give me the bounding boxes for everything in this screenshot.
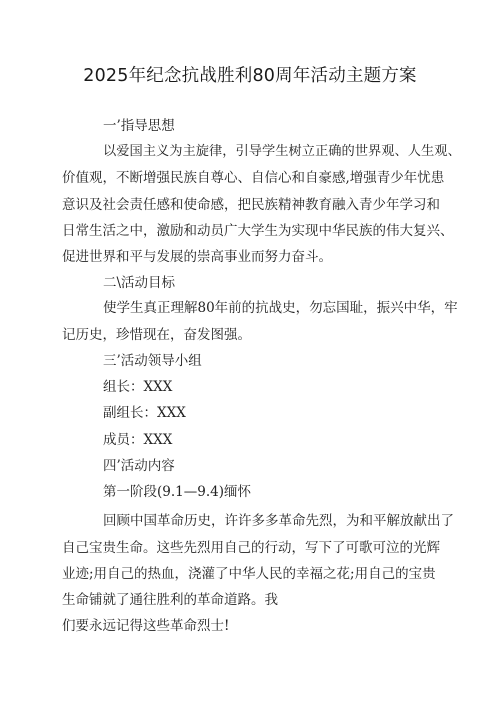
paragraph-line: 日常生活之中，激励和动员广大学生为实现中华民族的伟大复兴、 [62, 223, 454, 239]
paragraph-line: 价值观，不断增强民族自尊心、自信心和自豪感,增强青少年忧患 [62, 170, 445, 186]
stage-one-heading: 第一阶段(9.1—9.4)缅怀 [103, 484, 251, 500]
team-members: 成员：XXX [103, 432, 173, 448]
paragraph-line: 自己宝贵生命。这些先烈用自己的行动，写下了可歌可泣的光辉 [62, 540, 440, 556]
section-heading-team: 三’活动领导小组 [103, 353, 202, 369]
paragraph-line: 使学生真正理解80年前的抗战史，勿忘国耻，振兴中华，牢 [103, 300, 458, 316]
paragraph-line: 促进世界和平与发展的崇高事业而努力奋斗。 [62, 249, 332, 265]
paragraph-line: 以爱国主义为主旋律，引导学生树立正确的世界观、人生观、 [103, 144, 461, 159]
paragraph-line: 业迹;用自己的热血，浇灌了中华人民的幸福之花;用自己的宝贵 [62, 566, 436, 582]
paragraph-line: 记历史，珍惜现在，奋发图强。 [62, 327, 251, 343]
paragraph-line: 生命铺就了通往胜利的革命道路。我 [62, 592, 278, 608]
team-leader: 组长：XXX [103, 379, 173, 395]
paragraph-line: 回顾中国革命历史，许许多多革命先烈，为和平解放献出了 [103, 513, 454, 529]
paragraph-line: 意识及社会责任感和使命感，把民族精神教育融入青少年学习和 [62, 197, 440, 213]
section-heading-guiding: 一’指导思想 [103, 118, 175, 134]
paragraph-line: 们要永远记得这些革命烈士! [62, 618, 230, 634]
team-deputy: 副组长：XXX [103, 405, 186, 421]
section-heading-goal: 二\活动目标 [103, 275, 176, 291]
section-heading-content: 四’活动内容 [103, 458, 175, 474]
document-title: 2025年纪念抗战胜利80周年活动主题方案 [83, 66, 417, 86]
